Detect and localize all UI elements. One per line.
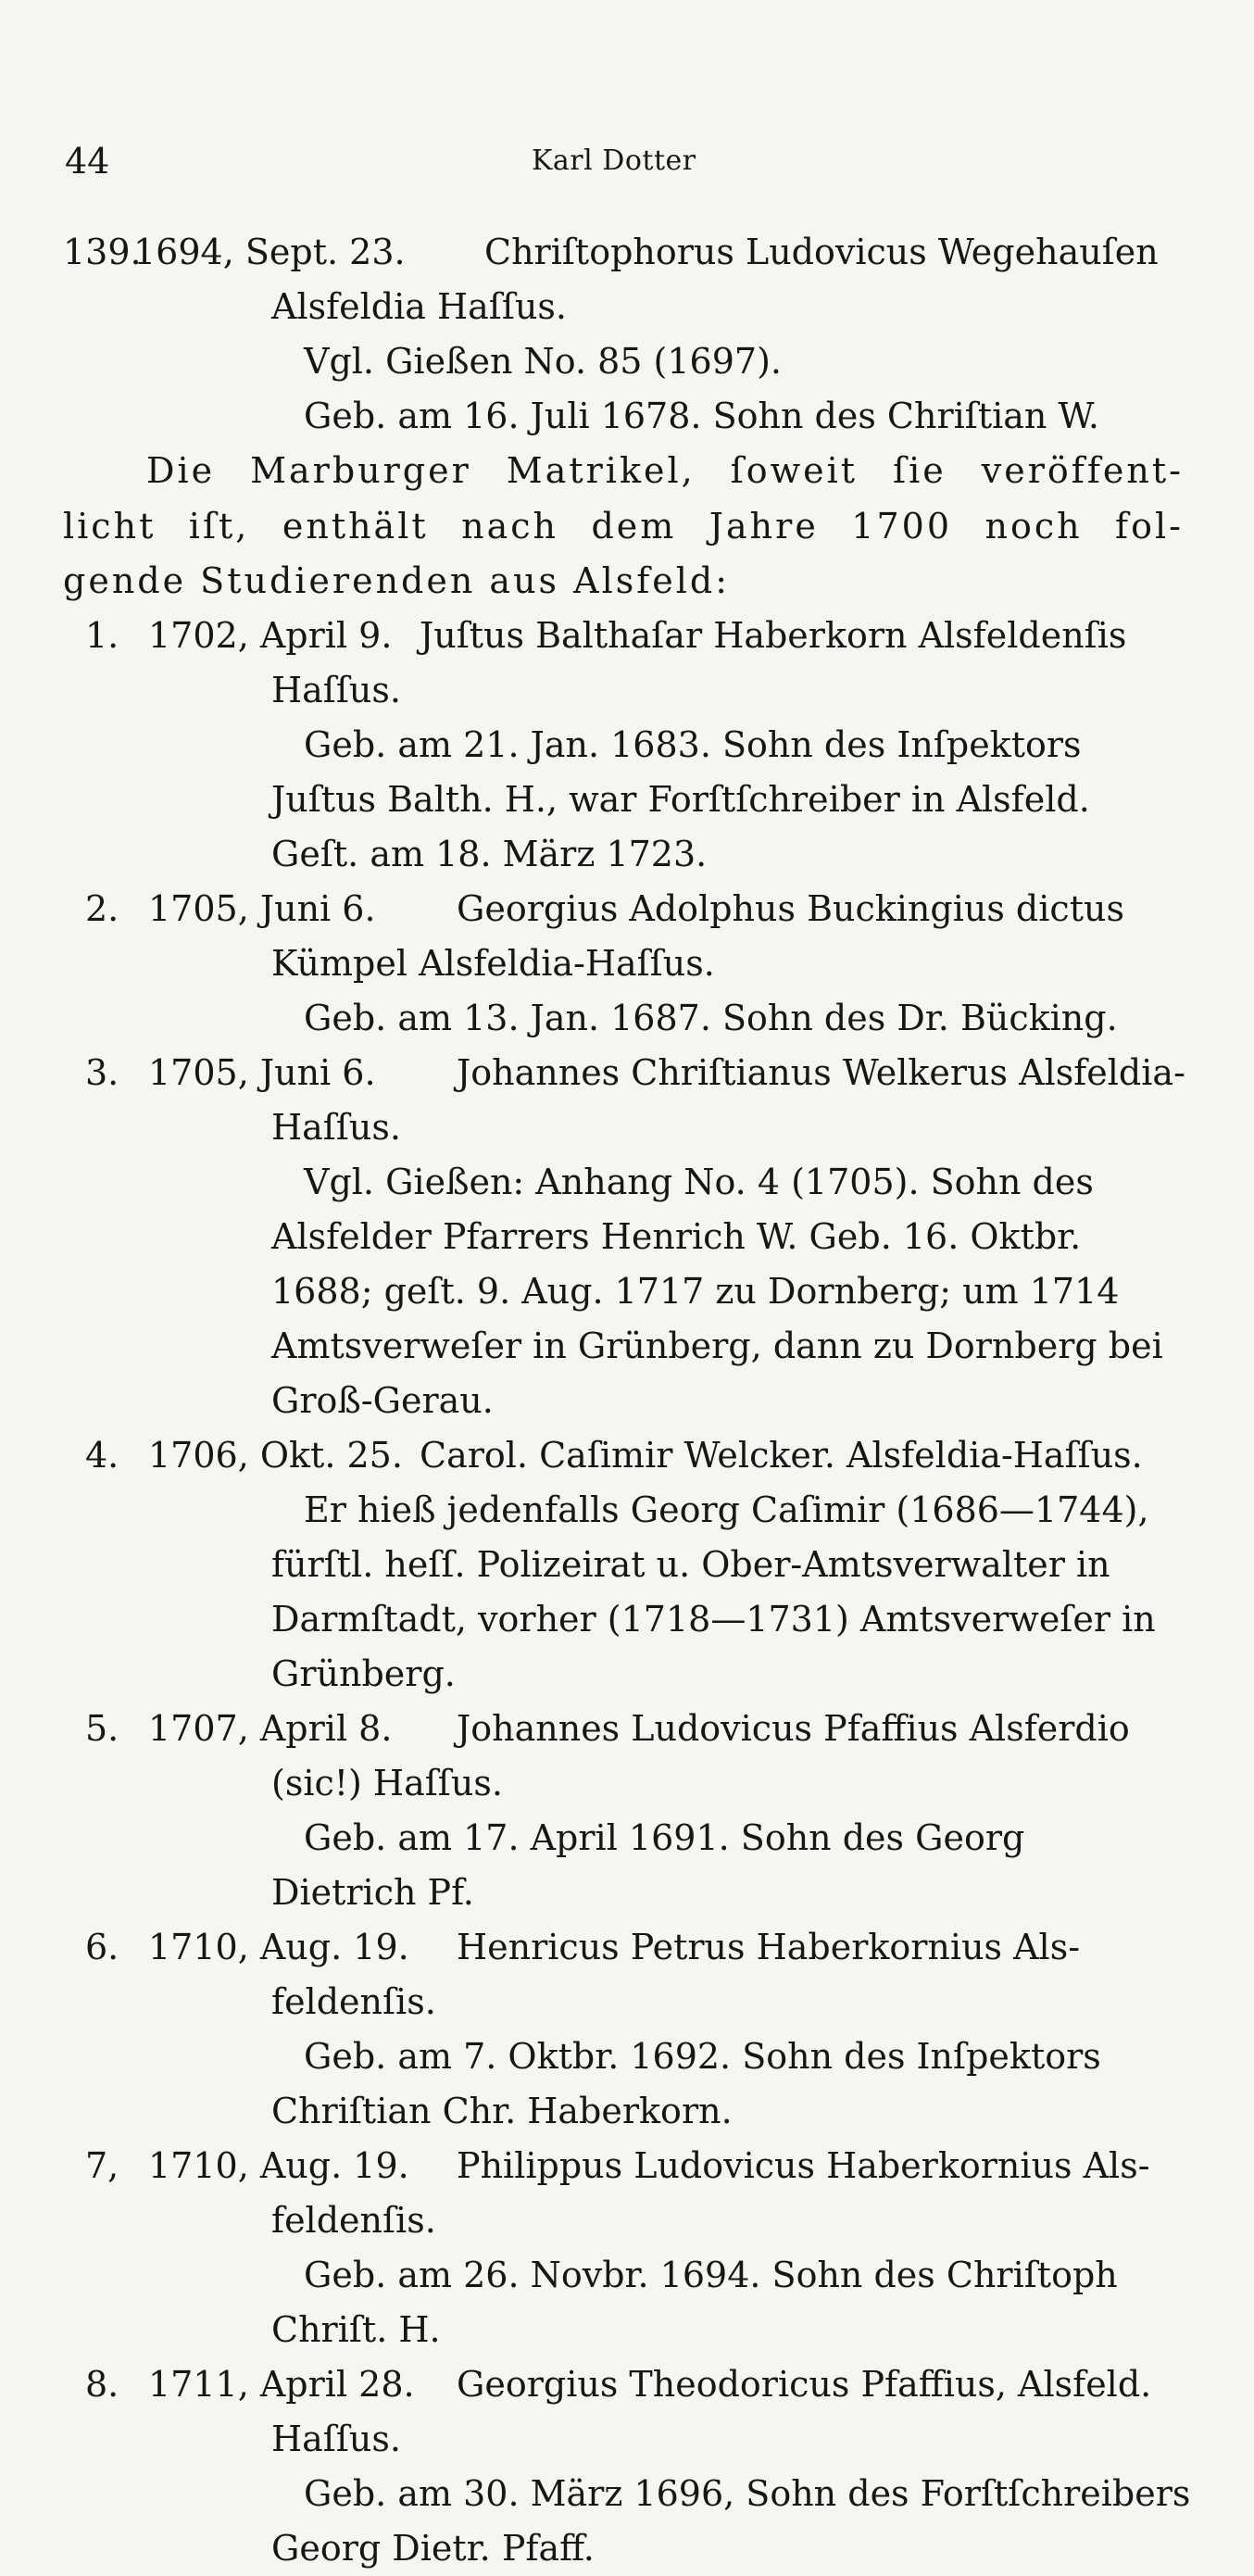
entry-number: 4.	[85, 1435, 119, 1476]
entry-3-line-2	[63, 1100, 1184, 1155]
entry-note: Geb. am 7. Oktbr. 1692. Sohn des Inſpektors	[304, 2036, 1101, 2077]
intro-line-3	[63, 554, 1184, 609]
entry-birth: Geb. am 16. Juli 1678. Sohn des Chriſtian W.	[304, 396, 1099, 436]
entry-note: Er hieß jedenfalls Georg Caſimir (1686—1744),	[304, 1489, 1149, 1530]
entry-139-line-2	[63, 280, 1184, 334]
entry-5-line-1	[63, 1702, 1184, 1756]
entry-date: 1711, April 28.	[148, 2364, 415, 2405]
entry-139-line-3	[63, 334, 1184, 389]
entry-5-note-2	[63, 1866, 1184, 1920]
entry-name: Henricus Petrus Haberkornius Als-	[457, 1927, 1081, 1967]
entry-7-line-2	[63, 2193, 1184, 2248]
entry-1-note-3	[63, 827, 1184, 882]
entry-3-note-2	[63, 1210, 1184, 1264]
entry-2-note-1	[63, 991, 1184, 1046]
page-header	[0, 141, 1254, 182]
entry-note: Geb. am 26. Novbr. 1694. Sohn des Chriſtoph	[304, 2255, 1118, 2295]
entry-note: 1688; geſt. 9. Aug. 1717 zu Dornberg; um 1714	[271, 1271, 1120, 1312]
entry-name: Chriſtophorus Ludovicus Wegehauſen	[484, 232, 1159, 272]
entry-4-note-1	[63, 1483, 1184, 1538]
entry-note: Geb. am 30. März 1696, Sohn des Forſtſchreibers	[304, 2473, 1191, 2514]
entry-date: 1710, Aug. 19.	[148, 2145, 409, 2186]
entry-name: Philippus Ludovicus Haberkornius Als-	[457, 2145, 1150, 2186]
entry-7-note-1	[63, 2248, 1184, 2303]
intro-text: Die Marburger Matrikel, ſoweit ſie veröffent-	[146, 450, 1184, 491]
entry-name-cont: Haſſus.	[271, 2419, 401, 2459]
page-number: 44	[65, 141, 110, 182]
entry-date: 1706, Okt. 25.	[148, 1435, 403, 1476]
intro-text: gende Studierenden aus Alsfeld:	[63, 560, 731, 601]
entry-6-note-2	[63, 2084, 1184, 2139]
entry-number: 139.	[63, 232, 142, 272]
entry-origin: Alsfeldia Haſſus.	[271, 286, 567, 327]
entry-number: 8.	[85, 2364, 119, 2405]
entry-6-line-2	[63, 1975, 1184, 2029]
entry-note: Juſtus Balth. H., war Forſtſchreiber in Alsfeld.	[271, 779, 1090, 820]
entry-1-line-2	[63, 663, 1184, 718]
entry-5-line-2	[63, 1756, 1184, 1811]
entry-name: Johannes Chriſtianus Welkerus Alsfeldia-	[457, 1052, 1185, 1093]
entry-8-note-2	[63, 2521, 1184, 2576]
entry-name-cont: (sic!) Haſſus.	[271, 1763, 503, 1803]
entry-note: Darmſtadt, vorher (1718—1731) Amtsverweſer in	[271, 1599, 1156, 1640]
text-body	[63, 225, 1191, 2576]
entry-number: 2.	[85, 888, 119, 929]
entry-1-note-2	[63, 773, 1184, 827]
entry-note: Amtsverweſer in Grünberg, dann zu Dornberg bei	[271, 1326, 1163, 1366]
entry-date: 1705, Juni 6.	[148, 888, 376, 929]
entry-note: Groß-Gerau.	[271, 1380, 494, 1421]
entry-name: Georgius Adolphus Buckingius dictus	[457, 888, 1124, 929]
entry-ref: Vgl. Gießen No. 85 (1697).	[304, 341, 782, 382]
entry-6-line-1	[63, 1920, 1184, 1975]
entry-date: 1694, Sept. 23.	[133, 232, 406, 272]
entry-3-note-1	[63, 1155, 1184, 1210]
entry-4-note-2	[63, 1538, 1184, 1592]
entry-number: 5.	[85, 1708, 119, 1749]
entry-8-line-1	[63, 2357, 1184, 2412]
entry-name: Juſtus Balthaſar Haberkorn Alsfeldenſis	[420, 615, 1127, 656]
entry-name-cont: Kümpel Alsfeldia-Haſſus.	[271, 943, 715, 984]
entry-note: Chriſt. H.	[271, 2309, 441, 2350]
entry-note: Geb. am 17. April 1691. Sohn des Georg	[304, 1817, 1025, 1858]
entry-date: 1707, April 8.	[148, 1708, 393, 1749]
running-head: Karl Dotter	[532, 145, 696, 177]
entry-name-cont: feldenſis.	[271, 2200, 436, 2241]
entry-2-line-2	[63, 936, 1184, 991]
entry-note: Geb. am 21. Jan. 1683. Sohn des Inſpektors	[304, 724, 1082, 765]
entry-number: 6.	[85, 1927, 119, 1967]
entry-name-cont: feldenſis.	[271, 1981, 436, 2022]
entry-3-note-3	[63, 1264, 1184, 1319]
entry-3-note-5	[63, 1374, 1184, 1428]
entry-4-note-3	[63, 1592, 1184, 1647]
entry-2-line-1	[63, 882, 1184, 936]
entry-7-note-2	[63, 2303, 1184, 2357]
entry-note: Georg Dietr. Pfaff.	[271, 2528, 595, 2569]
entry-1-line-1	[63, 609, 1184, 663]
intro-line-1	[63, 444, 1184, 499]
entry-note: Geſt. am 18. März 1723.	[271, 834, 708, 874]
intro-text: licht iſt, enthält nach dem Jahre 1700 noch fol-	[63, 506, 1184, 547]
entry-note: Dietrich Pf.	[271, 1872, 474, 1913]
entry-number: 1.	[85, 615, 119, 656]
intro-line-2	[63, 499, 1184, 554]
entry-note: Vgl. Gießen: Anhang No. 4 (1705). Sohn des	[304, 1162, 1094, 1202]
entry-number: 7,	[85, 2145, 119, 2186]
entry-note: Grünberg.	[271, 1653, 456, 1694]
entry-number: 3.	[85, 1052, 119, 1093]
entry-8-line-2	[63, 2412, 1184, 2467]
entry-7-line-1	[63, 2139, 1184, 2193]
entry-name: Carol. Caſimir Welcker. Alsfeldia-Haſſus.	[420, 1435, 1143, 1476]
entry-4-line-1	[63, 1428, 1184, 1483]
entry-note: fürſtl. heſſ. Polizeirat u. Ober-Amtsverwalter in	[271, 1544, 1110, 1585]
entry-date: 1702, April 9.	[148, 615, 393, 656]
entry-1-note-1	[63, 718, 1184, 773]
entry-name: Johannes Ludovicus Pfaffius Alsferdio	[457, 1708, 1130, 1749]
entry-4-note-4	[63, 1647, 1184, 1702]
entry-6-note-1	[63, 2029, 1184, 2084]
entry-name-cont: Haſſus.	[271, 670, 401, 710]
entry-5-note-1	[63, 1811, 1184, 1866]
entry-name-cont: Haſſus.	[271, 1107, 401, 1148]
entry-name: Georgius Theodoricus Pfaffius, Alsfeld.	[457, 2364, 1152, 2405]
entry-3-note-4	[63, 1319, 1184, 1374]
entry-note: Alsfelder Pfarrers Henrich W. Geb. 16. Oktbr.	[271, 1216, 1082, 1257]
entry-note: Geb. am 13. Jan. 1687. Sohn des Dr. Bücking.	[304, 998, 1118, 1038]
entry-date: 1710, Aug. 19.	[148, 1927, 409, 1967]
entry-139-line-4	[63, 389, 1184, 444]
entry-note: Chriſtian Chr. Haberkorn.	[271, 2091, 733, 2131]
entry-8-note-1	[63, 2467, 1191, 2521]
entry-date: 1705, Juni 6.	[148, 1052, 376, 1093]
entry-3-line-1	[63, 1046, 1184, 1100]
entry-139-line-1	[63, 225, 1184, 280]
